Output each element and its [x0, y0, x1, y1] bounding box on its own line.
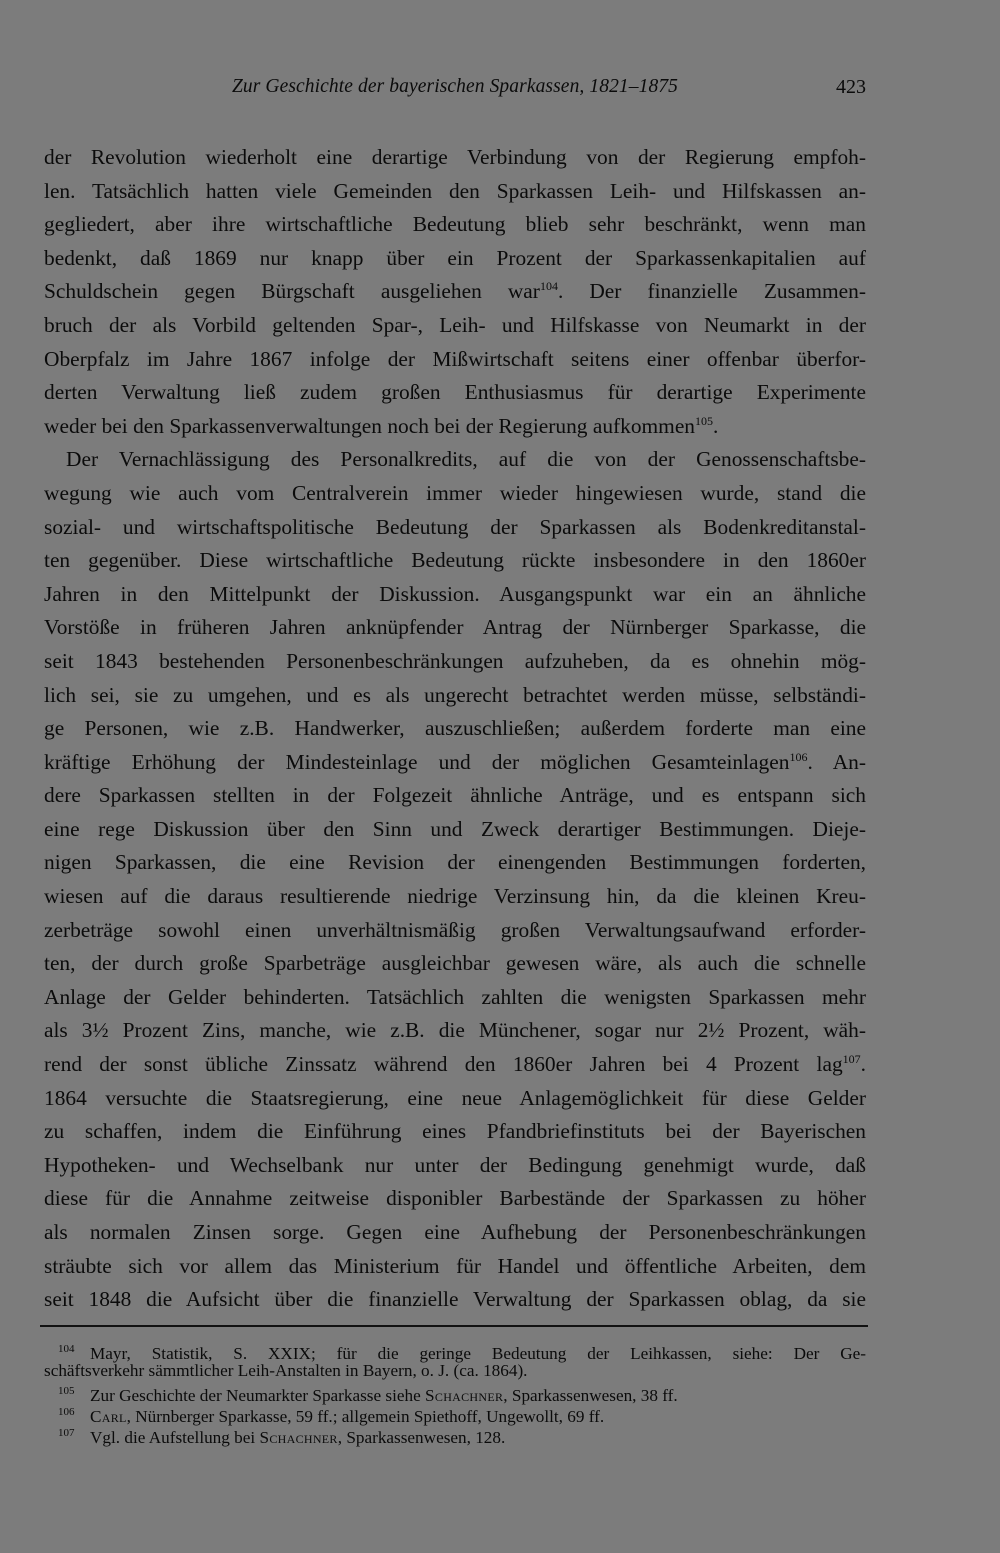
footnote-ref: 104 — [539, 279, 558, 294]
text-line: ge Personen, wie z.B. Handwerker, auszuschließen; außerdem forderte man eine — [44, 716, 866, 741]
text-line: nigen Sparkassen, die eine Revision der einengenden Bestimmungen forderten, — [44, 850, 866, 875]
footnote-number: 105 — [58, 1385, 75, 1397]
footnote-separator — [40, 1325, 868, 1327]
text-line: seit 1843 bestehenden Personenbeschränkungen aufzuheben, da es ohnehin mög- — [44, 648, 866, 673]
text-line: der Revolution wiederholt eine derartige Verbindung von der Regierung empfoh- — [44, 145, 866, 169]
text-line: Vorstöße in früheren Jahren anknüpfender Antrag der Nürnberger Sparkasse, die — [44, 615, 866, 640]
footnotes — [44, 1339, 866, 1447]
text-line: als 3½ Prozent Zins, manche, wie z.B. die Münchener, sogar nur 2½ Prozent, wäh- — [44, 1018, 866, 1043]
text-line: sozial- und wirtschaftspolitische Bedeutung der Sparkassen als Bodenkreditanstal- — [44, 514, 866, 539]
text-line: dere Sparkassen stellten in der Folgezeit ähnliche Anträge, und es entspann sich — [44, 783, 866, 808]
footnote-number: 107 — [58, 1427, 75, 1439]
text-line: kräftige Erhöhung der Mindesteinlage und der möglichen Gesamteinlagen$^{106}$. An- — [44, 749, 866, 774]
author-name: Schachner — [425, 1386, 504, 1405]
running-header — [44, 76, 866, 106]
body-text — [44, 141, 866, 1317]
text-line: Oberpfalz im Jahre 1867 infolge der Mißwirtschaft seitens einer offenbar überfor- — [44, 346, 866, 371]
footnote-ref: 105 — [695, 413, 714, 428]
text-line: rend der sonst übliche Zinssatz während den 1860er Jahren bei 4 Prozent lag$^{107}$. — [44, 1051, 866, 1077]
author-name: Carl — [90, 1407, 127, 1426]
text-line: Hypotheken- und Wechselbank nur unter der Bedingung genehmigt wurde, daß — [44, 1152, 866, 1177]
text-line: ten, der durch große Sparbeträge ausgleichbar gewesen wäre, als auch die schnelle — [44, 951, 866, 976]
text-line: Anlage der Gelder behinderten. Tatsächlich zahlten die wenigsten Sparkassen mehr — [44, 984, 866, 1009]
author-name: Schachner — [259, 1428, 338, 1447]
footnote-ref: 107 — [842, 1051, 861, 1066]
text-line: zerbeträge sowohl einen unverhältnismäßig großen Verwaltungsaufwand erforder- — [44, 917, 866, 942]
text-line: sträubte sich vor allem das Ministerium für Handel und öffentliche Arbeiten, dem — [44, 1253, 866, 1278]
text-line: gegliedert, aber ihre wirtschaftliche Bedeutung blieb sehr beschränkt, wenn man — [44, 212, 866, 237]
footnote: 105 Zur Geschichte der Neumarkter Sparkasse siehe Schachner, Sparkassenwesen, 38 ff. — [44, 1381, 866, 1402]
footnote: 107 Vgl. die Aufstellung bei Schachner, Sparkassenwesen, 128. — [44, 1423, 866, 1444]
page-number: 423 — [836, 76, 866, 98]
text-line: weder bei den Sparkassenverwaltungen noch bei der Regierung aufkommen$^{105}$. — [44, 413, 719, 438]
text-line: ten gegenüber. Diese wirtschaftliche Bedeutung rückte insbesondere in den 1860er — [44, 548, 866, 573]
text-line: len. Tatsächlich hatten viele Gemeinden den Sparkassen Leih- und Hilfskassen an- — [44, 178, 866, 203]
footnote-number: 104 — [58, 1343, 75, 1355]
text-line: diese für die Annahme zeitweise disponibler Barbestände der Sparkassen zu höher — [44, 1186, 866, 1211]
text-line: wiesen auf die daraus resultierende niedrige Verzinsung hin, da die kleinen Kreu- — [44, 884, 866, 909]
text-line: bruch der als Vorbild geltenden Spar-, Leih- und Hilfskasse von Neumarkt in der — [44, 312, 866, 337]
text-line: als normalen Zinsen sorge. Gegen eine Aufhebung der Personenbeschränkungen — [44, 1220, 866, 1244]
footnote-ref: 106 — [789, 749, 808, 764]
footnote: 106 Carl, Nürnberger Sparkasse, 59 ff.; allgemein Spiethoff, Ungewollt, 69 ff. — [44, 1402, 866, 1423]
footnote: 104 Mayr, Statistik, S. XXIX; für die geringe Bedeutung der Leihkassen, siehe: Der Ge- — [44, 1339, 866, 1360]
paragraph-start-line: Der Vernachlässigung des Personalkredits, auf die von der Genossenschaftsbe- — [66, 447, 866, 472]
running-title: Zur Geschichte der bayerischen Sparkassen, 1821–1875 — [231, 76, 679, 97]
text-line: eine rege Diskussion über den Sinn und Zweck derartiger Bestimmungen. Dieje- — [44, 816, 866, 841]
text-line: bedenkt, daß 1869 nur knapp über ein Prozent der Sparkassenkapitalien auf — [44, 245, 866, 270]
text-line: derten Verwaltung ließ zudem großen Enthusiasmus für derartige Experimente — [44, 380, 866, 405]
text-line: seit 1848 die Aufsicht über die finanzielle Verwaltung der Sparkassen oblag, da sie — [44, 1287, 866, 1312]
text-line: Schuldschein gegen Bürgschaft ausgeliehen war$^{104}$. Der finanzielle Zusammen- — [44, 279, 866, 304]
text-line: lich sei, sie zu umgehen, und es als ungerecht betrachtet werden müsse, selbständi- — [44, 682, 866, 707]
text-line: wegung wie auch vom Centralverein immer wieder hingewiesen wurde, stand die — [44, 480, 866, 505]
footnote-continuation: schäftsverkehr sämmtlicher Leih-Anstalten in Bayern, o. J. (ca. 1864). — [44, 1361, 528, 1380]
text-line: zu schaffen, indem die Einführung eines Pfandbriefinstituts bei der Bayerischen — [44, 1119, 866, 1144]
text-line: 1864 versuchte die Staatsregierung, eine neue Anlagemöglichkeit für diese Gelder — [44, 1085, 866, 1110]
footnote-number: 106 — [58, 1406, 75, 1418]
text-line: Jahren in den Mittelpunkt der Diskussion. Ausgangspunkt war ein an ähnliche — [44, 581, 866, 606]
